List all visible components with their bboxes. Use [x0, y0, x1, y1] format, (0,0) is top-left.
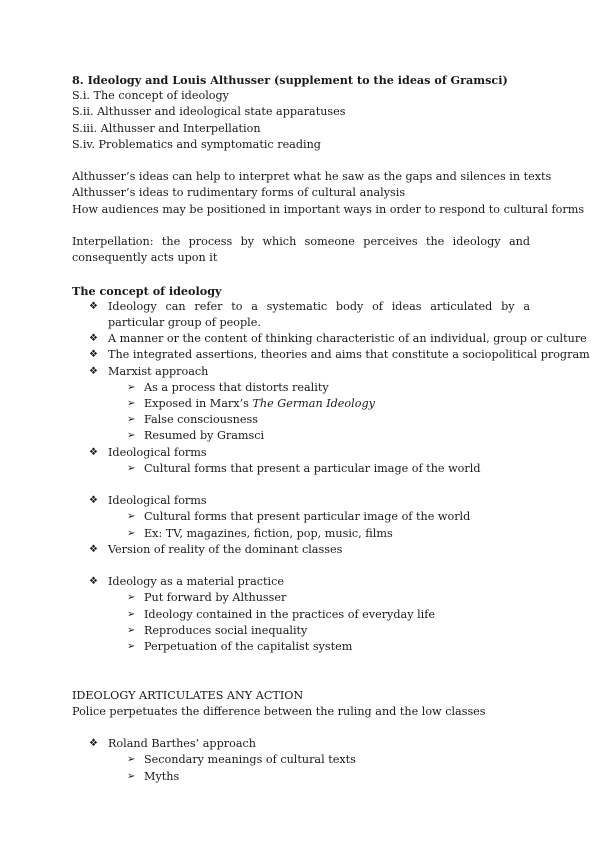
bullet-text: A manner or the content of thinking characteristic of an individual, group or culture: [108, 332, 587, 346]
sub-bullet-item: [72, 639, 530, 655]
concept-heading: The concept of ideology: [72, 283, 222, 298]
spacer: [72, 671, 530, 687]
sub-bullet-item: [72, 590, 530, 606]
bullet-text: The integrated assertions, theories and aims that constitute a sociopolitical program: [108, 348, 590, 362]
spacer: [72, 153, 530, 169]
diamond-bullet-icon: ❖: [89, 543, 98, 555]
intro-line: How audiences may be positioned in important ways in order to respond to cultural forms: [72, 202, 585, 216]
bullet-item: [72, 364, 530, 380]
bullet-text: Ideology can refer to a systematic body of ideas articulated by a particular group of people.: [108, 299, 530, 329]
sub-bullet-item: [72, 752, 530, 768]
bullet-item: [72, 493, 530, 509]
spacer: [72, 477, 530, 493]
sub-bullet-text: Cultural forms that present particular image of the world: [144, 510, 471, 524]
arrow-bullet-icon: ➢: [127, 592, 136, 604]
arrow-bullet-icon: ➢: [127, 430, 136, 442]
bullet-text: Ideology as a material practice: [108, 575, 285, 589]
bullet-text: Version of reality of the dominant classes: [108, 542, 343, 556]
bullet-text: Marxist approach: [108, 364, 209, 378]
sub-bullet-item: [72, 380, 530, 396]
police-line: Police perpetuates the difference between the ruling and the low classes: [72, 704, 486, 718]
sub-bullet-item: [72, 412, 530, 428]
caps-heading: IDEOLOGY ARTICULATES ANY ACTION: [72, 688, 304, 702]
sub-bullet-text: Put forward by Althusser: [144, 591, 287, 605]
arrow-bullet-icon: ➢: [127, 462, 136, 474]
bullet-text: Ideological forms: [108, 445, 207, 459]
diamond-bullet-icon: ❖: [89, 300, 98, 312]
bullet-item: [72, 331, 587, 347]
sub-bullet-text: Secondary meanings of cultural texts: [144, 753, 356, 767]
spacer: [72, 266, 530, 282]
arrow-bullet-icon: ➢: [127, 381, 136, 393]
diamond-bullet-icon: ❖: [89, 576, 98, 588]
sub-bullet-text: Myths: [144, 769, 180, 783]
diamond-bullet-icon: ❖: [89, 365, 98, 377]
section-line: S.ii. Althusser and ideological state apparatuses: [72, 105, 346, 119]
sub-bullet-text: Reproduces social inequality: [144, 623, 308, 637]
diamond-bullet-icon: ❖: [89, 495, 98, 507]
section-line: S.i. The concept of ideology: [72, 89, 229, 103]
spacer: [72, 218, 530, 234]
arrow-bullet-icon: ➢: [127, 754, 136, 766]
sub-bullet-item: [72, 396, 530, 412]
sub-bullet-text: False consciousness: [144, 413, 258, 427]
diamond-bullet-icon: ❖: [89, 333, 98, 345]
arrow-bullet-icon: ➢: [127, 770, 136, 782]
spacer: [72, 720, 530, 736]
sub-bullet-item: [72, 607, 530, 623]
section-line: S.iv. Problematics and symptomatic reading: [72, 137, 321, 151]
bullet-item: [72, 574, 530, 590]
interpellation-definition: Interpellation: the process by which someone perceives the ideology and consequently acts upon it: [72, 235, 530, 265]
arrow-bullet-icon: ➢: [127, 641, 136, 653]
sub-bullet-item: [72, 509, 530, 525]
section-line: S.iii. Althusser and Interpellation: [72, 121, 261, 135]
sub-bullet-item: [72, 428, 530, 444]
bullet-text: Roland Barthes’ approach: [108, 737, 256, 751]
sub-bullet-text: Cultural forms that present a particular image of the world: [144, 461, 481, 475]
chapter-heading: 8. Ideology and Louis Althusser (supplement to the ideas of Gramsci): [72, 73, 508, 87]
book-title: The German Ideology: [252, 397, 375, 411]
bullet-item: [72, 736, 530, 752]
sub-bullet-text: Ideology contained in the practices of everyday life: [144, 607, 435, 621]
spacer: [72, 558, 530, 574]
arrow-bullet-icon: ➢: [127, 624, 136, 636]
sub-bullet-item: [72, 623, 530, 639]
arrow-bullet-icon: ➢: [127, 608, 136, 620]
spacer: [72, 655, 530, 671]
sub-bullet-text: Ex: TV, magazines, fiction, pop, music, films: [144, 526, 393, 540]
arrow-bullet-icon: ➢: [127, 398, 136, 410]
arrow-bullet-icon: ➢: [127, 527, 136, 539]
bullet-item: [72, 445, 530, 461]
sub-bullet-item: [72, 769, 530, 785]
diamond-bullet-icon: ❖: [89, 738, 98, 750]
sub-bullet-text: As a process that distorts reality: [144, 380, 329, 394]
intro-line: Althusser’s ideas can help to interpret what he saw as the gaps and silences in texts: [72, 170, 552, 184]
sub-bullet-item: [72, 526, 530, 542]
sub-bullet-item: [72, 461, 530, 477]
diamond-bullet-icon: ❖: [89, 446, 98, 458]
arrow-bullet-icon: ➢: [127, 414, 136, 426]
sub-bullet-text: Resumed by Gramsci: [144, 429, 265, 443]
bullet-item: [72, 299, 530, 331]
document-page: [72, 72, 590, 785]
bullet-text: Ideological forms: [108, 494, 207, 508]
arrow-bullet-icon: ➢: [127, 511, 136, 523]
sub-bullet-text: Perpetuation of the capitalist system: [144, 640, 353, 654]
diamond-bullet-icon: ❖: [89, 349, 98, 361]
sub-bullet-text: Exposed in Marx’s: [144, 397, 253, 411]
bullet-item: [72, 542, 530, 558]
intro-line: Althusser’s ideas to rudimentary forms of cultural analysis: [72, 186, 406, 200]
bullet-item: [72, 347, 590, 363]
